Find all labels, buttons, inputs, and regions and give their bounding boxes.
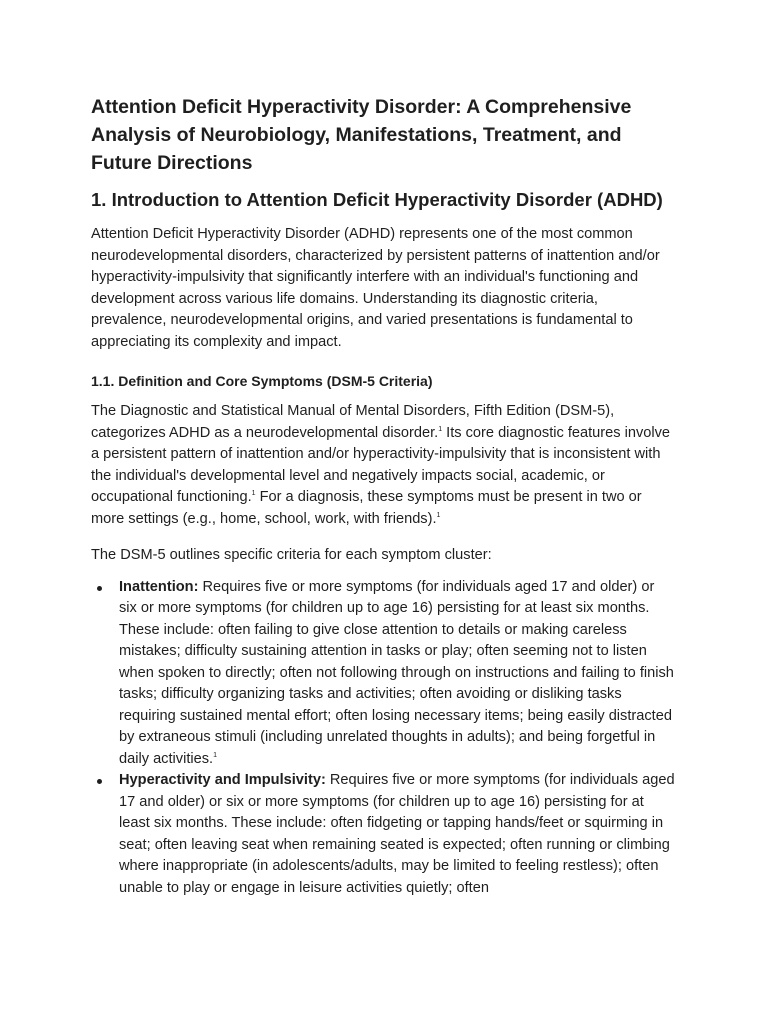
bullet-icon bbox=[97, 779, 102, 784]
document-title: Attention Deficit Hyperactivity Disorder: A Comprehensive Analysis of Neurobiology, Manifestations, Treatment, and Future Directions bbox=[91, 96, 632, 174]
footnote-ref[interactable]: 1 bbox=[213, 751, 217, 759]
footnote-ref[interactable]: 1 bbox=[436, 511, 441, 519]
list-item-text: Requires five or more symptoms (for individuals aged 17 and older) or six or more symptoms (for children up to age 16) persisting for at least six months. These include: often fidgeting or tapping hands/feet or squirming in seat; often leaving seat when remaining seated is expected; often running or climbing where inappropriate (in adolescents/adults, may be limited to feeling restless); often unable to play or engage in leisure activities quietly; often bbox=[119, 772, 675, 896]
section-1-intro: Attention Deficit Hyperactivity Disorder (ADHD) represents one of the most common neurodevelopmental disorders, characterized by persistent patterns of inattention and/or hyperactivity-impulsivity that significantly interfere with an individual's functioning and development across various life domains. Understanding its diagnostic criteria, prevalence, neurodevelopmental origins, and varied presentations is fundamental to appreciating its complexity and impact. bbox=[91, 226, 660, 350]
paragraph-text: The Diagnostic and Statistical Manual of Mental Disorders, Fifth Edition (DSM-5), categorizes ADHD as a neurodevelopmental disorder. bbox=[91, 403, 615, 441]
paragraph-text: For a diagnosis, these symptoms must be present in two or more settings (e.g., home, school, work, with friends). bbox=[91, 489, 642, 527]
paragraph-text: Its core diagnostic features involve a persistent pattern of inattention and/or hyperactivity-impulsivity that is inconsistent with the individual's developmental level and negatively impacts social, academic, or occupational functioning. bbox=[91, 424, 671, 505]
list-item-hyperactivity bbox=[91, 770, 676, 899]
list-item-lead: Inattention: bbox=[119, 578, 199, 595]
list-item-inattention bbox=[91, 577, 676, 771]
list-item-text: Requires five or more symptoms (for individuals aged 17 and older) or six or more symptoms (for children up to age 16) persisting for at least six months. These include: often failing to give close attention to details or making careless mistakes; difficulty sustaining attention in tasks or play; often seeming not to listen when spoken to directly; often not following through on instructions and failing to finish tasks; difficulty organizing tasks and activities; often avoiding or disliking tasks requiring sustained mental effort; often losing necessary items; being easily distracted by extraneous stimuli (including unrelated thoughts in adults); and being forgetful in daily activities. bbox=[119, 578, 674, 767]
section-1-1-heading: 1.1. Definition and Core Symptoms (DSM-5 Criteria) bbox=[91, 373, 433, 389]
section-1-heading: 1. Introduction to Attention Deficit Hyperactivity Disorder (ADHD) bbox=[91, 189, 663, 210]
footnote-ref[interactable]: 1 bbox=[438, 425, 443, 433]
criteria-intro-paragraph: The DSM-5 outlines specific criteria for each symptom cluster: bbox=[91, 547, 492, 563]
symptom-cluster-list bbox=[91, 577, 676, 900]
footnote-ref[interactable]: 1 bbox=[251, 490, 256, 497]
list-item-lead: Hyperactivity and Impulsivity: bbox=[119, 772, 326, 788]
document-page bbox=[91, 93, 676, 899]
bullet-icon bbox=[97, 586, 102, 591]
dsm5-definition-paragraph bbox=[91, 401, 676, 530]
